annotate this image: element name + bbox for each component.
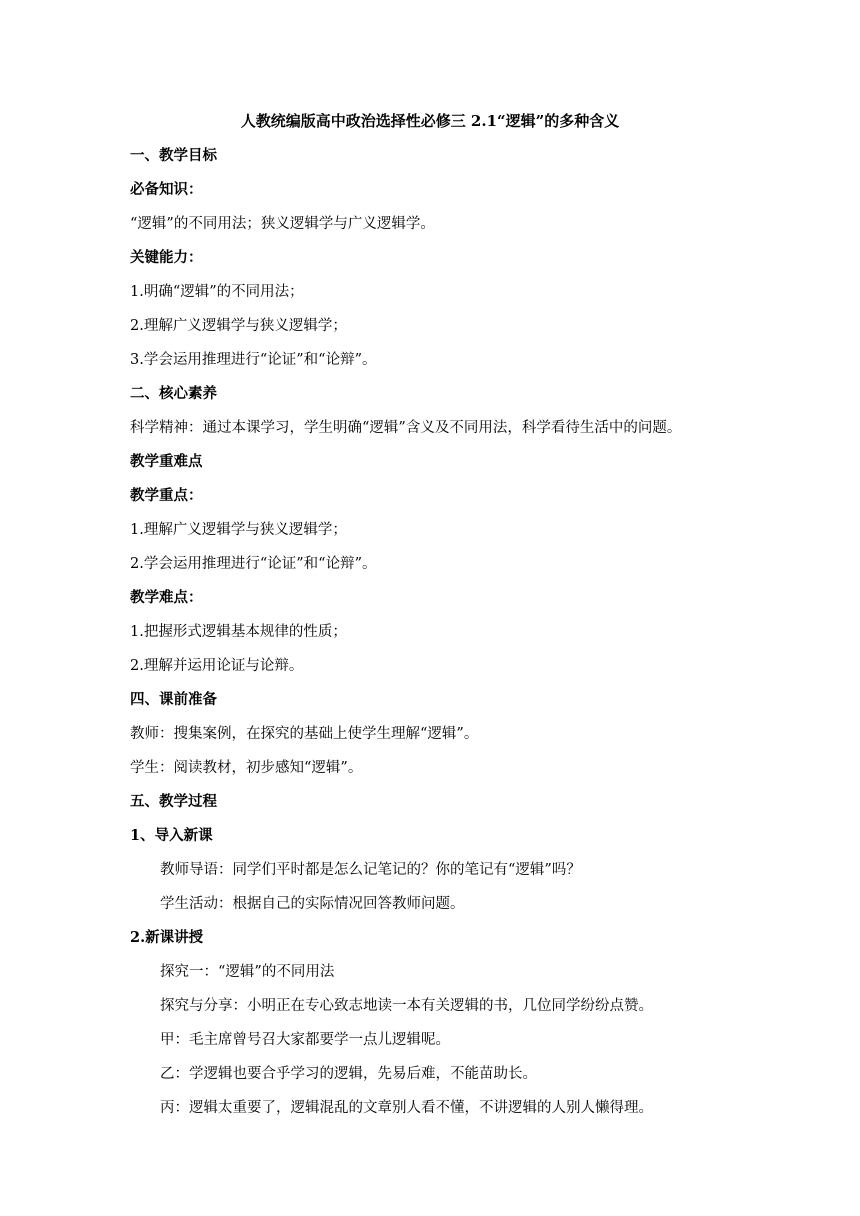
paragraph: 教师导语：同学们平时都是怎么记笔记的？你的笔记有“逻辑”吗？ — [160, 862, 581, 878]
list-item: 1.理解广义逻辑学与狭义逻辑学； — [130, 522, 347, 538]
section-heading: 四、课前准备 — [130, 691, 217, 708]
list-item: 1.把握形式逻辑基本规律的性质； — [130, 624, 347, 640]
section-heading: 教学重难点 — [130, 453, 203, 470]
paragraph: 丙：逻辑太重要了，逻辑混乱的文章别人看不懂，不讲逻辑的人别人懒得理。 — [160, 1100, 653, 1116]
paragraph: 学生活动：根据自己的实际情况回答教师问题。 — [160, 896, 465, 912]
list-item: 2.理解广义逻辑学与狭义逻辑学； — [130, 318, 347, 334]
paragraph: 探究一：“逻辑”的不同用法 — [160, 964, 335, 980]
paragraph: 教师：搜集案例，在探究的基础上使学生理解“逻辑”。 — [130, 726, 479, 742]
list-item: 3.学会运用推理进行“论证”和“论辩”。 — [130, 352, 377, 368]
sub-heading: 1、导入新课 — [130, 827, 213, 844]
section-heading: 五、教学过程 — [130, 793, 217, 810]
paragraph: 甲：毛主席曾号召大家都要学一点儿逻辑呢。 — [160, 1032, 450, 1048]
document-title: 人教统编版高中政治选择性必修三 2.1“逻辑”的多种含义 — [240, 112, 620, 130]
list-item: 2.理解并运用论证与论辩。 — [130, 658, 304, 674]
paragraph: 探究与分享：小明正在专心致志地读一本有关逻辑的书，几位同学纷纷点赞。 — [160, 998, 653, 1014]
paragraph: 学生：阅读教材，初步感知“逻辑”。 — [130, 760, 363, 776]
paragraph: 乙：学逻辑也要合乎学习的逻辑，先易后难，不能苗助长。 — [160, 1066, 537, 1082]
sub-heading: 2.新课讲授 — [130, 929, 204, 946]
sub-heading: 教学重点： — [130, 487, 203, 504]
section-heading: 二、核心素养 — [130, 385, 217, 402]
section-heading: 一、教学目标 — [130, 147, 217, 164]
sub-heading: 关键能力： — [130, 249, 203, 266]
paragraph: “逻辑”的不同用法；狭义逻辑学与广义逻辑学。 — [130, 216, 435, 232]
list-item: 1.明确“逻辑”的不同用法； — [130, 284, 304, 300]
paragraph: 科学精神：通过本课学习，学生明确“逻辑”含义及不同用法，科学看待生活中的问题。 — [130, 420, 682, 436]
sub-heading: 教学难点： — [130, 589, 203, 606]
list-item: 2.学会运用推理进行“论证”和“论辩”。 — [130, 556, 377, 572]
sub-heading: 必备知识： — [130, 181, 203, 198]
